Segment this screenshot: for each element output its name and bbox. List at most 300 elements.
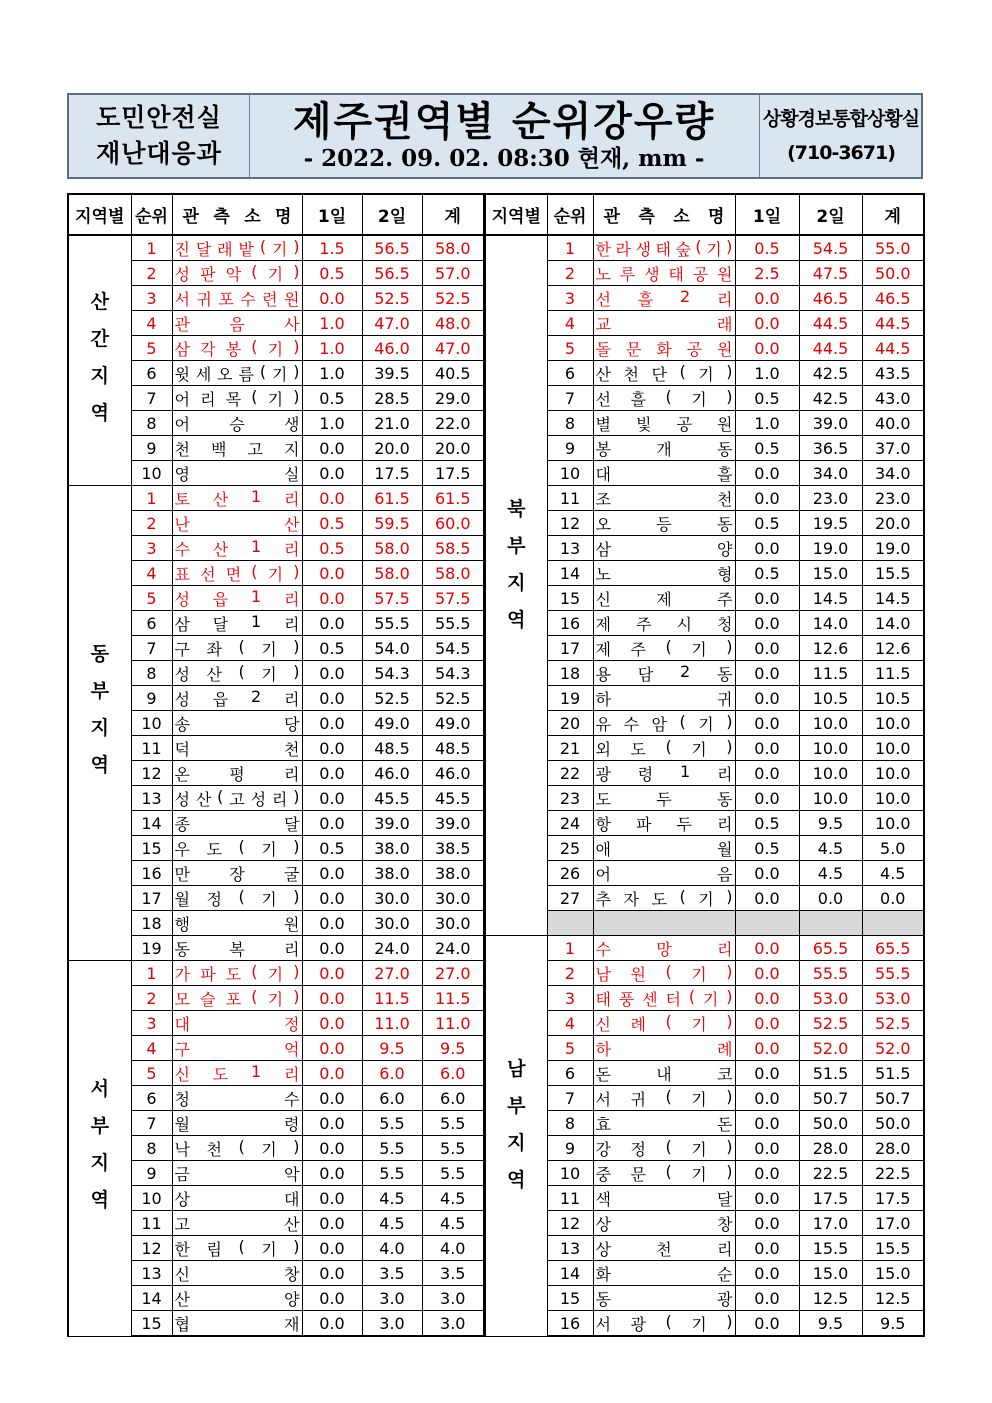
table-row bbox=[485, 961, 924, 986]
day1-value: 0.0 bbox=[302, 1286, 362, 1311]
total-value: 30.0 bbox=[422, 911, 484, 936]
station-char: 화 bbox=[595, 1264, 611, 1284]
contact-phone: (710-3671) bbox=[787, 142, 895, 164]
station-name-chars bbox=[175, 1137, 300, 1160]
table-row bbox=[68, 1136, 484, 1161]
station-char: 기 bbox=[698, 714, 714, 734]
rank-cell: 10 bbox=[547, 461, 593, 486]
station-char: ( bbox=[238, 1236, 245, 1256]
day1-value: 0.0 bbox=[302, 1236, 362, 1261]
day1-value: 0.0 bbox=[302, 486, 362, 511]
rank-cell: 1 bbox=[131, 235, 172, 261]
day1-value: 0.0 bbox=[735, 661, 799, 686]
station-char: 노 bbox=[595, 264, 611, 284]
col-day1: 1일 bbox=[735, 194, 799, 235]
station-char: 도 bbox=[225, 964, 242, 984]
station-name bbox=[593, 1186, 735, 1211]
station-char: 사 bbox=[284, 314, 300, 334]
day1-value: 0.0 bbox=[302, 1061, 362, 1086]
station-name-chars bbox=[175, 587, 300, 610]
station-char: ) bbox=[293, 961, 300, 981]
station-name bbox=[593, 761, 735, 786]
station-char: ) bbox=[726, 1136, 733, 1156]
region-label bbox=[69, 636, 131, 784]
day1-value: 0.0 bbox=[735, 1211, 799, 1236]
station-char: 기 bbox=[691, 1139, 707, 1159]
total-value: 30.0 bbox=[422, 886, 484, 911]
station-char: 지 bbox=[284, 439, 300, 459]
station-name-chars bbox=[175, 487, 300, 510]
region-char: 간 bbox=[90, 328, 109, 350]
department-line-2: 재난대응과 bbox=[96, 139, 222, 168]
station-char: 외 bbox=[595, 739, 611, 759]
station-char: 추 bbox=[595, 889, 611, 909]
station-char: 세 bbox=[195, 364, 212, 384]
station-name bbox=[172, 536, 302, 561]
station-char: 1 bbox=[251, 536, 262, 556]
region-char: 지 bbox=[90, 1152, 109, 1174]
station-char: 흘 bbox=[637, 289, 654, 309]
station-char: 달 bbox=[717, 1189, 733, 1209]
day1-value: 0.0 bbox=[735, 986, 799, 1011]
day1-value: 0.0 bbox=[735, 786, 799, 811]
station-char: 판 bbox=[200, 264, 216, 284]
col-rank: 순위 bbox=[131, 194, 172, 235]
table-row bbox=[485, 636, 924, 661]
station-char: 두 bbox=[656, 789, 672, 809]
station-char: 재 bbox=[284, 1314, 300, 1334]
station-char: 기 bbox=[691, 964, 707, 984]
station-char: 터 bbox=[665, 989, 681, 1009]
total-value: 49.0 bbox=[422, 711, 484, 736]
station-char: 제 bbox=[656, 589, 672, 609]
station-name-chars bbox=[175, 562, 300, 585]
rank-cell: 1 bbox=[131, 486, 172, 511]
station-char: 기 bbox=[691, 389, 707, 409]
station-char: ( bbox=[679, 711, 686, 731]
station-char: 생 bbox=[644, 264, 660, 284]
station-name-chars bbox=[175, 1012, 300, 1035]
station-char: 단 bbox=[651, 364, 667, 384]
station-name bbox=[593, 336, 735, 361]
table-header-row bbox=[68, 194, 484, 235]
station-char: 좌 bbox=[206, 639, 222, 659]
station-char: 조 bbox=[595, 489, 611, 509]
station-char: 남 bbox=[595, 964, 611, 984]
station-name bbox=[593, 411, 735, 436]
total-value: 65.5 bbox=[862, 936, 924, 961]
station-char: 모 bbox=[174, 989, 190, 1009]
station-char: 도 bbox=[212, 1064, 229, 1084]
day1-value: 0.0 bbox=[302, 1136, 362, 1161]
station-char: 숲 bbox=[675, 239, 691, 259]
day1-value: 2.5 bbox=[735, 261, 799, 286]
total-value: 54.5 bbox=[422, 636, 484, 661]
day2-value: 17.5 bbox=[799, 1186, 862, 1211]
station-char: 기 bbox=[261, 889, 277, 909]
rank-cell: 17 bbox=[131, 886, 172, 911]
station-char: 선 bbox=[595, 289, 611, 309]
rank-cell: 2 bbox=[131, 986, 172, 1011]
station-name bbox=[172, 1261, 302, 1286]
table-row bbox=[485, 1311, 924, 1337]
col-station: 관 측 소 명 bbox=[593, 194, 735, 235]
table-row bbox=[485, 1236, 924, 1261]
day1-value: 0.5 bbox=[735, 235, 799, 261]
rank-cell: 2 bbox=[547, 261, 593, 286]
station-name-chars bbox=[175, 637, 300, 660]
station-char: 센 bbox=[642, 989, 658, 1009]
station-name-chars bbox=[175, 887, 300, 910]
total-value: 48.5 bbox=[422, 736, 484, 761]
rank-cell: 1 bbox=[547, 936, 593, 961]
day2-value: 14.0 bbox=[799, 611, 862, 636]
day2-value: 28.5 bbox=[362, 386, 422, 411]
station-name bbox=[593, 311, 735, 336]
rank-cell: 13 bbox=[547, 1236, 593, 1261]
station-char: 성 bbox=[174, 689, 190, 709]
station-name bbox=[593, 386, 735, 411]
day2-value: 9.5 bbox=[362, 1036, 422, 1061]
station-char: 련 bbox=[262, 289, 278, 309]
table-row bbox=[485, 586, 924, 611]
station-char: 정 bbox=[630, 1139, 646, 1159]
day2-value: 3.0 bbox=[362, 1311, 422, 1337]
total-value: 5.5 bbox=[422, 1111, 484, 1136]
day2-value: 61.5 bbox=[362, 486, 422, 511]
day1-value: 0.0 bbox=[302, 1186, 362, 1211]
station-char: 광 bbox=[630, 1314, 646, 1334]
station-char: ) bbox=[726, 886, 733, 906]
table-row bbox=[485, 1261, 924, 1286]
rank-cell: 5 bbox=[131, 586, 172, 611]
station-char: 기 bbox=[691, 639, 707, 659]
rank-cell: 5 bbox=[547, 1036, 593, 1061]
station-name-chars bbox=[175, 912, 300, 935]
table-row bbox=[485, 1061, 924, 1086]
station-name bbox=[172, 361, 302, 386]
station-char: 고 bbox=[174, 1214, 190, 1234]
station-char: 청 bbox=[717, 614, 733, 634]
station-char: 어 bbox=[174, 389, 190, 409]
total-value: 40.5 bbox=[422, 361, 484, 386]
table-row bbox=[68, 1261, 484, 1286]
station-char: 애 bbox=[595, 839, 611, 859]
day1-value: 1.0 bbox=[735, 361, 799, 386]
station-name-chars bbox=[596, 637, 733, 660]
day1-value: 0.0 bbox=[302, 1261, 362, 1286]
day1-value: 0.0 bbox=[302, 786, 362, 811]
station-name-chars bbox=[175, 837, 300, 860]
station-char: ) bbox=[726, 1161, 733, 1181]
station-name bbox=[172, 235, 302, 261]
rank-cell: 7 bbox=[131, 1111, 172, 1136]
day2-value: 49.0 bbox=[362, 711, 422, 736]
station-name bbox=[593, 561, 735, 586]
total-value: 14.0 bbox=[862, 611, 924, 636]
page-title: 제주권역별 순위강우량 bbox=[292, 99, 716, 145]
day1-value: 0.0 bbox=[735, 1086, 799, 1111]
rank-cell: 10 bbox=[547, 1161, 593, 1186]
station-char: 리 bbox=[284, 614, 300, 634]
table-row bbox=[68, 586, 484, 611]
station-name bbox=[172, 736, 302, 761]
station-name-chars bbox=[175, 262, 300, 285]
rank-cell: 16 bbox=[131, 861, 172, 886]
day1-value: 0.5 bbox=[302, 261, 362, 286]
station-char: 유 bbox=[595, 714, 611, 734]
col-day1: 1일 bbox=[302, 194, 362, 235]
day2-value: 34.0 bbox=[799, 461, 862, 486]
day2-value: 10.0 bbox=[799, 786, 862, 811]
station-name-chars bbox=[175, 1262, 300, 1285]
total-value: 28.0 bbox=[862, 1136, 924, 1161]
station-name-chars bbox=[596, 1112, 733, 1135]
station-char: 리 bbox=[717, 1239, 733, 1259]
table-row bbox=[68, 636, 484, 661]
station-char: 빛 bbox=[636, 414, 652, 434]
station-char: 귀 bbox=[630, 1089, 646, 1109]
station-char: 봉 bbox=[595, 439, 611, 459]
station-name-chars bbox=[175, 937, 300, 960]
station-name-chars bbox=[596, 387, 733, 410]
day1-value: 0.0 bbox=[735, 1236, 799, 1261]
station-name-chars bbox=[596, 1187, 733, 1210]
day2-value: 19.0 bbox=[799, 536, 862, 561]
rank-cell: 14 bbox=[131, 1286, 172, 1311]
station-char: 교 bbox=[595, 314, 611, 334]
station-name bbox=[593, 1086, 735, 1111]
rank-cell: 15 bbox=[547, 1286, 593, 1311]
station-name-chars bbox=[596, 787, 733, 810]
table-row bbox=[485, 886, 924, 911]
station-char: ( bbox=[665, 386, 672, 406]
station-char: 삼 bbox=[174, 614, 190, 634]
station-char: 평 bbox=[229, 764, 245, 784]
station-char: 광 bbox=[595, 764, 611, 784]
station-char: ( bbox=[665, 736, 672, 756]
rank-cell: 15 bbox=[131, 836, 172, 861]
rank-cell: 8 bbox=[131, 661, 172, 686]
table-row bbox=[68, 786, 484, 811]
station-char: 산 bbox=[212, 489, 229, 509]
station-name-chars bbox=[596, 962, 733, 985]
station-char: 천 bbox=[656, 1239, 672, 1259]
station-name bbox=[593, 686, 735, 711]
table-row bbox=[68, 511, 484, 536]
station-char: ) bbox=[726, 736, 733, 756]
station-char: 달 bbox=[195, 239, 212, 259]
day2-value: 4.0 bbox=[362, 1236, 422, 1261]
station-char: 장 bbox=[229, 864, 245, 884]
station-name-chars bbox=[596, 512, 733, 535]
station-char: 풍 bbox=[618, 989, 635, 1009]
station-name bbox=[593, 536, 735, 561]
station-char: 기 bbox=[261, 1139, 277, 1159]
day2-value: 55.5 bbox=[362, 611, 422, 636]
station-name-chars bbox=[596, 837, 733, 860]
total-value: 3.0 bbox=[422, 1286, 484, 1311]
day2-value: 54.3 bbox=[362, 661, 422, 686]
table-row bbox=[68, 386, 484, 411]
station-char: 기 bbox=[691, 739, 707, 759]
table-row bbox=[68, 686, 484, 711]
station-name bbox=[172, 786, 302, 811]
day2-value: 39.5 bbox=[362, 361, 422, 386]
station-name bbox=[593, 1236, 735, 1261]
station-name-chars bbox=[175, 1037, 300, 1060]
rank-cell: 12 bbox=[547, 511, 593, 536]
station-char: 천 bbox=[717, 489, 733, 509]
station-char: 암 bbox=[651, 714, 667, 734]
day2-value: 39.0 bbox=[362, 811, 422, 836]
station-char: 윗 bbox=[174, 364, 190, 384]
station-name-chars bbox=[596, 887, 733, 910]
station-name-chars bbox=[175, 287, 300, 310]
day2-value: 28.0 bbox=[799, 1136, 862, 1161]
station-char: 한 bbox=[174, 1239, 190, 1259]
station-char: 돌 bbox=[595, 339, 611, 359]
station-char: 루 bbox=[619, 264, 636, 284]
day1-value: 1.0 bbox=[302, 411, 362, 436]
table-row bbox=[485, 1011, 924, 1036]
day2-value: 50.0 bbox=[799, 1111, 862, 1136]
station-char: ( bbox=[259, 236, 267, 256]
total-value: 58.0 bbox=[422, 561, 484, 586]
station-char: 기 bbox=[267, 264, 284, 284]
station-char: 삼 bbox=[595, 539, 611, 559]
total-value: 52.5 bbox=[422, 286, 484, 311]
station-name-chars bbox=[175, 437, 300, 460]
col-day2: 2일 bbox=[362, 194, 422, 235]
region-cell bbox=[68, 961, 131, 1337]
station-name-chars bbox=[596, 412, 733, 435]
day2-value: 46.5 bbox=[799, 286, 862, 311]
day2-value: 47.5 bbox=[799, 261, 862, 286]
station-name-chars bbox=[175, 737, 300, 760]
rank-cell: 25 bbox=[547, 836, 593, 861]
total-value: 4.5 bbox=[422, 1186, 484, 1211]
station-char: 래 bbox=[217, 239, 233, 259]
day2-value: 17.5 bbox=[362, 461, 422, 486]
region-label bbox=[69, 1071, 131, 1219]
total-value: 4.5 bbox=[422, 1211, 484, 1236]
station-char: 내 bbox=[656, 1064, 672, 1084]
department-label bbox=[69, 95, 250, 177]
total-value: 4.0 bbox=[422, 1236, 484, 1261]
day1-value: 0.0 bbox=[302, 661, 362, 686]
station-char: ( bbox=[665, 1136, 672, 1156]
station-char: 태 bbox=[655, 239, 671, 259]
station-char: 서 bbox=[174, 289, 190, 309]
day1-value: 0.0 bbox=[302, 1311, 362, 1337]
station-name-chars bbox=[175, 1212, 300, 1235]
day2-value: 56.5 bbox=[362, 261, 422, 286]
station-char: 광 bbox=[717, 1289, 733, 1309]
station-char: 례 bbox=[630, 1014, 646, 1034]
day1-value: 0.0 bbox=[735, 1311, 799, 1337]
station-char: 생 bbox=[635, 239, 651, 259]
table-row bbox=[485, 1186, 924, 1211]
day1-value: 0.5 bbox=[735, 811, 799, 836]
station-name bbox=[172, 686, 302, 711]
station-char: 당 bbox=[284, 714, 300, 734]
day1-value: 0.0 bbox=[735, 686, 799, 711]
region-cell bbox=[68, 486, 131, 961]
day1-value: 0.0 bbox=[302, 1211, 362, 1236]
station-name-chars bbox=[596, 462, 733, 485]
station-char: 성 bbox=[250, 789, 267, 809]
station-char: 령 bbox=[284, 1114, 300, 1134]
rank-cell: 18 bbox=[131, 911, 172, 936]
rainfall-table-left bbox=[67, 193, 485, 1337]
total-value: 44.5 bbox=[862, 311, 924, 336]
station-char: 라 bbox=[615, 239, 631, 259]
rank-cell: 11 bbox=[547, 1186, 593, 1211]
total-value: 50.7 bbox=[862, 1086, 924, 1111]
rank-cell: 13 bbox=[131, 1261, 172, 1286]
day1-value: 0.0 bbox=[735, 286, 799, 311]
table-row bbox=[485, 836, 924, 861]
station-char: 색 bbox=[595, 1189, 611, 1209]
day1-value: 0.0 bbox=[735, 461, 799, 486]
station-char: ) bbox=[293, 561, 300, 581]
region-label bbox=[486, 1051, 547, 1199]
station-name bbox=[172, 561, 302, 586]
total-value: 29.0 bbox=[422, 386, 484, 411]
day1-value: 0.0 bbox=[735, 1136, 799, 1161]
day2-value: 20.0 bbox=[362, 436, 422, 461]
day2-value: 53.0 bbox=[799, 986, 862, 1011]
table-row bbox=[485, 661, 924, 686]
station-char: 1 bbox=[680, 761, 691, 781]
table-row bbox=[68, 1211, 484, 1236]
station-name-chars bbox=[596, 812, 733, 835]
station-char: 산 bbox=[595, 364, 611, 384]
station-char: 관 bbox=[174, 314, 190, 334]
station-name bbox=[593, 661, 735, 686]
rank-cell: 2 bbox=[547, 961, 593, 986]
station-name bbox=[593, 1311, 735, 1337]
day1-value: 0.0 bbox=[735, 1186, 799, 1211]
day1-value: 0.0 bbox=[735, 586, 799, 611]
station-char: 귀 bbox=[717, 689, 733, 709]
station-char: 기 bbox=[691, 1089, 707, 1109]
station-char: 귀 bbox=[196, 289, 212, 309]
station-char: ) bbox=[726, 361, 733, 381]
station-char: 각 bbox=[200, 339, 216, 359]
total-value: 17.0 bbox=[862, 1211, 924, 1236]
station-name-chars bbox=[175, 1187, 300, 1210]
table-row bbox=[68, 461, 484, 486]
table-row bbox=[485, 261, 924, 286]
day1-value: 0.0 bbox=[735, 1036, 799, 1061]
day1-value: 0.5 bbox=[735, 386, 799, 411]
day2-value: 3.5 bbox=[362, 1261, 422, 1286]
station-name-chars bbox=[596, 1012, 733, 1035]
station-char: 수 bbox=[240, 289, 256, 309]
day1-value: 0.0 bbox=[302, 711, 362, 736]
station-char: ) bbox=[293, 786, 300, 806]
rank-cell: 3 bbox=[547, 286, 593, 311]
station-name bbox=[172, 661, 302, 686]
station-name-chars bbox=[175, 337, 300, 360]
rank-cell: 15 bbox=[547, 586, 593, 611]
total-value: 24.0 bbox=[422, 936, 484, 961]
station-char: 기 bbox=[271, 364, 288, 384]
station-char: 어 bbox=[595, 864, 611, 884]
total-value: 50.0 bbox=[862, 261, 924, 286]
